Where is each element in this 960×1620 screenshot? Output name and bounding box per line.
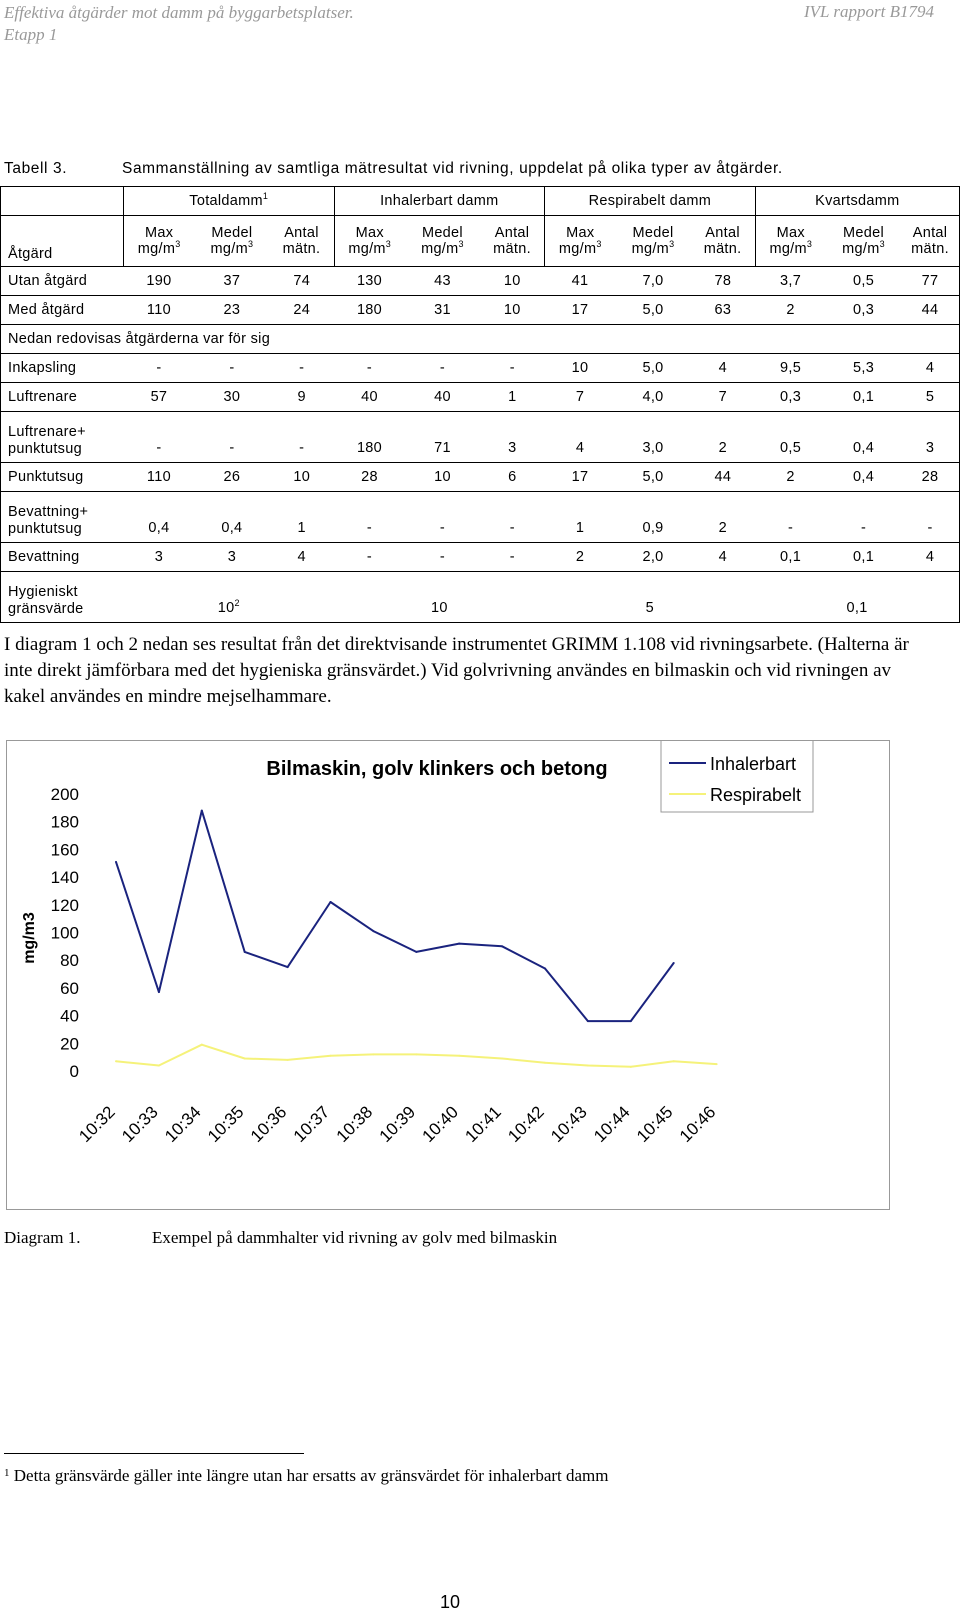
x-tick-label: 10:38 xyxy=(332,1102,377,1146)
table-cell: 2 xyxy=(691,492,756,543)
limit-inhalerbart: 10 xyxy=(334,572,545,623)
data-point xyxy=(201,1044,203,1046)
x-tick-label: 10:46 xyxy=(675,1102,720,1146)
data-point xyxy=(158,991,160,993)
table-cell: - xyxy=(269,354,334,383)
table-row xyxy=(1,296,960,325)
table-cell: - xyxy=(334,492,405,543)
table-cell: - xyxy=(124,412,195,463)
table-cell: 4 xyxy=(691,354,756,383)
y-axis-label: mg/m3 xyxy=(21,912,38,964)
table-row xyxy=(1,543,960,572)
table-cell: 4 xyxy=(691,543,756,572)
data-point xyxy=(287,1059,289,1061)
table-cell: 3 xyxy=(480,412,545,463)
table-cell: 0,4 xyxy=(194,492,269,543)
table-cell: 9 xyxy=(269,383,334,412)
y-tick-label: 20 xyxy=(60,1034,79,1054)
row-header-atgard: Åtgärd xyxy=(1,216,124,267)
footnote xyxy=(4,1466,609,1486)
group-header-respirabelt: Respirabelt damm xyxy=(545,187,756,216)
subheader-max: Max $mg/m^3$ xyxy=(755,216,826,267)
table-cell: 6 xyxy=(480,463,545,492)
row-label: Utan åtgärd xyxy=(1,267,124,296)
table-cell: 0,1 xyxy=(826,543,901,572)
table-cell: 78 xyxy=(691,267,756,296)
table-cell: 2,0 xyxy=(615,543,690,572)
x-tick-label: 10:36 xyxy=(246,1102,291,1146)
x-tick-label: 10:32 xyxy=(75,1102,119,1146)
table-cell: 2 xyxy=(755,463,826,492)
table-cell: 5 xyxy=(901,383,959,412)
data-point xyxy=(544,968,546,970)
table-cell: 7 xyxy=(691,383,756,412)
table-caption-text: Sammanställning av samtliga mätresultat vid rivning, uppdelat på olika typer av åtgärder. xyxy=(122,160,783,177)
data-point xyxy=(115,1060,117,1062)
table-cell: 2 xyxy=(691,412,756,463)
table-cell: - xyxy=(405,354,480,383)
table-cell: 1 xyxy=(545,492,616,543)
data-point xyxy=(673,962,675,964)
y-tick-label: 60 xyxy=(60,978,79,998)
group-header-totaldamm: Totaldamm$^1$ xyxy=(124,187,335,216)
limit-row xyxy=(1,572,960,623)
table-cell: 4 xyxy=(545,412,616,463)
x-tick-label: 10:45 xyxy=(633,1102,677,1146)
data-point xyxy=(415,951,417,953)
data-point xyxy=(630,1020,632,1022)
table-cell: - xyxy=(269,412,334,463)
table-cell: 10 xyxy=(545,354,616,383)
legend-label-respirabelt: Respirabelt xyxy=(710,785,802,805)
table-row xyxy=(1,463,960,492)
subheader-medel: Medel $mg/m^3$ xyxy=(405,216,480,267)
table-cell: 7 xyxy=(545,383,616,412)
x-tick-label: 10:43 xyxy=(547,1102,591,1146)
y-tick-label: 140 xyxy=(50,868,79,888)
table-cell: 0,3 xyxy=(826,296,901,325)
row-label: Bevattning+ punktutsug xyxy=(1,492,124,543)
data-point xyxy=(330,901,332,903)
x-tick-label: 10:34 xyxy=(161,1102,205,1146)
table-cell: 17 xyxy=(545,296,616,325)
table-cell: 44 xyxy=(691,463,756,492)
data-point xyxy=(630,1066,632,1068)
table-cell: 0,5 xyxy=(826,267,901,296)
y-tick-label: 200 xyxy=(50,785,79,804)
table-cell: 9,5 xyxy=(755,354,826,383)
table-cell: 10 xyxy=(480,296,545,325)
table-cell: 7,0 xyxy=(615,267,690,296)
body-paragraph: I diagram 1 och 2 nedan ses resultat från det direktvisande instrumentet GRIMM 1.108 vid rivningsarbete. (Halterna är inte direkt jämförbara med det hygieniska gränsvärdet.) Vid golvrivning användes en bilmaskin och vid rivningen av kakel användes en mindre mejselhammare. xyxy=(4,634,909,707)
diagram-caption-text: Exempel på dammhalter vid rivning av golv med bilmaskin xyxy=(152,1228,558,1247)
table-cell: 5,3 xyxy=(826,354,901,383)
data-point xyxy=(158,1064,160,1066)
subheader-max: Max $mg/m^3$ xyxy=(334,216,405,267)
table-cell: 5,0 xyxy=(615,296,690,325)
table-cell: 37 xyxy=(194,267,269,296)
table-cell: 2 xyxy=(545,543,616,572)
table-cell: 40 xyxy=(334,383,405,412)
table-cell: 28 xyxy=(901,463,959,492)
section-note: Nedan redovisas åtgärderna var för sig xyxy=(1,325,960,354)
footnote-number: 1 xyxy=(4,1467,10,1479)
table-cell: 74 xyxy=(269,267,334,296)
footnote-separator xyxy=(4,1453,304,1454)
data-point xyxy=(587,1064,589,1066)
table-cell: 40 xyxy=(405,383,480,412)
table-cell: 190 xyxy=(124,267,195,296)
section-note-row xyxy=(1,325,960,354)
row-label: Luftrenare+ punktutsug xyxy=(1,412,124,463)
row-label: Luftrenare xyxy=(1,383,124,412)
table-cell: 4 xyxy=(901,543,959,572)
table-cell: 23 xyxy=(194,296,269,325)
table-cell: 31 xyxy=(405,296,480,325)
x-tick-label: 10:35 xyxy=(204,1102,248,1146)
group-header-kvartsdamm: Kvartsdamm xyxy=(755,187,959,216)
table-cell: 5,0 xyxy=(615,463,690,492)
data-point xyxy=(415,1053,417,1055)
data-point xyxy=(201,810,203,812)
table-cell: 10 xyxy=(269,463,334,492)
table-cell: 3 xyxy=(194,543,269,572)
table-cell: 28 xyxy=(334,463,405,492)
table-row xyxy=(1,383,960,412)
data-point xyxy=(244,1058,246,1060)
row-label: Hygieniskt gränsvärde xyxy=(1,572,124,623)
y-tick-label: 100 xyxy=(50,923,79,943)
table-cell: 0,4 xyxy=(826,463,901,492)
x-tick-label: 10:39 xyxy=(375,1102,420,1146)
legend-label-inhalerbart: Inhalerbart xyxy=(710,754,797,774)
row-label: Punktutsug xyxy=(1,463,124,492)
table-cell: 43 xyxy=(405,267,480,296)
x-tick-label: 10:37 xyxy=(289,1102,334,1146)
table-cell: 130 xyxy=(334,267,405,296)
data-point xyxy=(501,945,503,947)
table-row xyxy=(1,492,960,543)
table-cell: 0,1 xyxy=(826,383,901,412)
subheader-medel: Medel $mg/m^3$ xyxy=(826,216,901,267)
subheader-medel: Medel $mg/m^3$ xyxy=(615,216,690,267)
x-tick-label: 10:33 xyxy=(118,1102,162,1146)
y-tick-label: 0 xyxy=(69,1062,79,1081)
subheader-antal: Antal mätn. xyxy=(269,216,334,267)
limit-total: $10^2$ xyxy=(124,572,335,623)
data-point xyxy=(544,1062,546,1064)
data-point xyxy=(716,1063,718,1065)
table-row xyxy=(1,354,960,383)
table-cell: 3 xyxy=(901,412,959,463)
table-cell: 2 xyxy=(755,296,826,325)
y-tick-label: 160 xyxy=(50,840,79,860)
y-tick-label: 80 xyxy=(60,951,79,971)
table-cell: 4 xyxy=(901,354,959,383)
subheader-medel: Medel $mg/m^3$ xyxy=(194,216,269,267)
limit-respirabelt: 5 xyxy=(545,572,756,623)
table-cell: 0,4 xyxy=(826,412,901,463)
table-cell: 63 xyxy=(691,296,756,325)
table-cell: 30 xyxy=(194,383,269,412)
x-tick-label: 10:42 xyxy=(504,1102,548,1146)
table-cell: 57 xyxy=(124,383,195,412)
table-group-header-row xyxy=(1,187,960,216)
table-cell: - xyxy=(480,543,545,572)
data-point xyxy=(673,1060,675,1062)
table-cell: 1 xyxy=(480,383,545,412)
table-cell: - xyxy=(405,543,480,572)
table-cell: 110 xyxy=(124,296,195,325)
table-cell: 41 xyxy=(545,267,616,296)
diagram-caption-number: Diagram 1. xyxy=(4,1228,81,1247)
row-label: Inkapsling xyxy=(1,354,124,383)
subheader-max: Max $mg/m^3$ xyxy=(124,216,195,267)
chart-title: Bilmaskin, golv klinkers och betong xyxy=(266,758,608,780)
y-tick-label: 40 xyxy=(60,1006,79,1026)
row-label: Med åtgärd xyxy=(1,296,124,325)
chart-frame xyxy=(6,740,890,1210)
group-header-inhalerbart: Inhalerbart damm xyxy=(334,187,545,216)
table-cell: 0,1 xyxy=(755,543,826,572)
series-line-respirabelt xyxy=(116,1045,717,1067)
data-point xyxy=(372,930,374,932)
table-cell: 17 xyxy=(545,463,616,492)
table-cell: - xyxy=(755,492,826,543)
subheader-antal: Antal mätn. xyxy=(480,216,545,267)
limit-kvarts: 0,1 xyxy=(755,572,959,623)
table-cell: 10 xyxy=(480,267,545,296)
data-point xyxy=(330,1055,332,1057)
table-cell: - xyxy=(194,412,269,463)
table-cell: 5,0 xyxy=(615,354,690,383)
table-cell: - xyxy=(480,354,545,383)
data-point xyxy=(458,943,460,945)
data-point xyxy=(501,1058,503,1060)
table-cell: 3 xyxy=(124,543,195,572)
line-chart xyxy=(7,741,889,1209)
table-cell: - xyxy=(480,492,545,543)
table-cell: 44 xyxy=(901,296,959,325)
footnote-text: Detta gränsvärde gäller inte längre utan har ersatts av gränsvärdet för inhalerbart damm xyxy=(13,1466,609,1485)
table-cell: 0,5 xyxy=(755,412,826,463)
table-cell: 24 xyxy=(269,296,334,325)
table-row xyxy=(1,412,960,463)
table-cell: 3,7 xyxy=(755,267,826,296)
table-cell: - xyxy=(826,492,901,543)
table-cell: 0,3 xyxy=(755,383,826,412)
table-cell: - xyxy=(334,354,405,383)
running-header-right: IVL rapport B1794 xyxy=(803,2,934,21)
series-line-inhalerbart xyxy=(116,811,674,1022)
table-cell: - xyxy=(334,543,405,572)
table-cell: 4,0 xyxy=(615,383,690,412)
running-header-subtitle: Etapp 1 xyxy=(4,25,58,44)
data-point xyxy=(244,951,246,953)
table-row xyxy=(1,267,960,296)
data-point xyxy=(587,1020,589,1022)
table-cell: 1 xyxy=(269,492,334,543)
table-cell: 26 xyxy=(194,463,269,492)
row-label: Bevattning xyxy=(1,543,124,572)
table-cell: 110 xyxy=(124,463,195,492)
table-cell: 4 xyxy=(269,543,334,572)
results-table xyxy=(0,186,960,623)
table-cell: 180 xyxy=(334,412,405,463)
x-tick-label: 10:40 xyxy=(418,1102,463,1146)
table-cell: 71 xyxy=(405,412,480,463)
x-tick-label: 10:44 xyxy=(590,1102,634,1146)
table-corner-cell xyxy=(1,187,124,216)
x-tick-label: 10:41 xyxy=(461,1102,505,1146)
data-point xyxy=(287,966,289,968)
table-cell: 180 xyxy=(334,296,405,325)
table-cell: - xyxy=(405,492,480,543)
table-cell: 77 xyxy=(901,267,959,296)
data-point xyxy=(372,1053,374,1055)
table-caption-number: Tabell 3. xyxy=(4,160,68,177)
data-point xyxy=(458,1055,460,1057)
subheader-antal: Antal mätn. xyxy=(901,216,959,267)
running-header-left xyxy=(4,2,354,46)
table-cell: 3,0 xyxy=(615,412,690,463)
table-subheader-row xyxy=(1,216,960,267)
table-cell: - xyxy=(901,492,959,543)
subheader-antal: Antal mätn. xyxy=(691,216,756,267)
table-cell: 10 xyxy=(405,463,480,492)
table-cell: - xyxy=(194,354,269,383)
data-point xyxy=(115,861,117,863)
table-cell: 0,4 xyxy=(124,492,195,543)
table-cell: - xyxy=(124,354,195,383)
y-tick-label: 120 xyxy=(50,895,79,915)
table-cell: 0,9 xyxy=(615,492,690,543)
running-header-title: Effektiva åtgärder mot damm på byggarbetsplatser. xyxy=(4,3,354,22)
y-tick-label: 180 xyxy=(50,812,79,832)
page-number: 10 xyxy=(439,1592,461,1612)
subheader-max: Max $mg/m^3$ xyxy=(545,216,616,267)
